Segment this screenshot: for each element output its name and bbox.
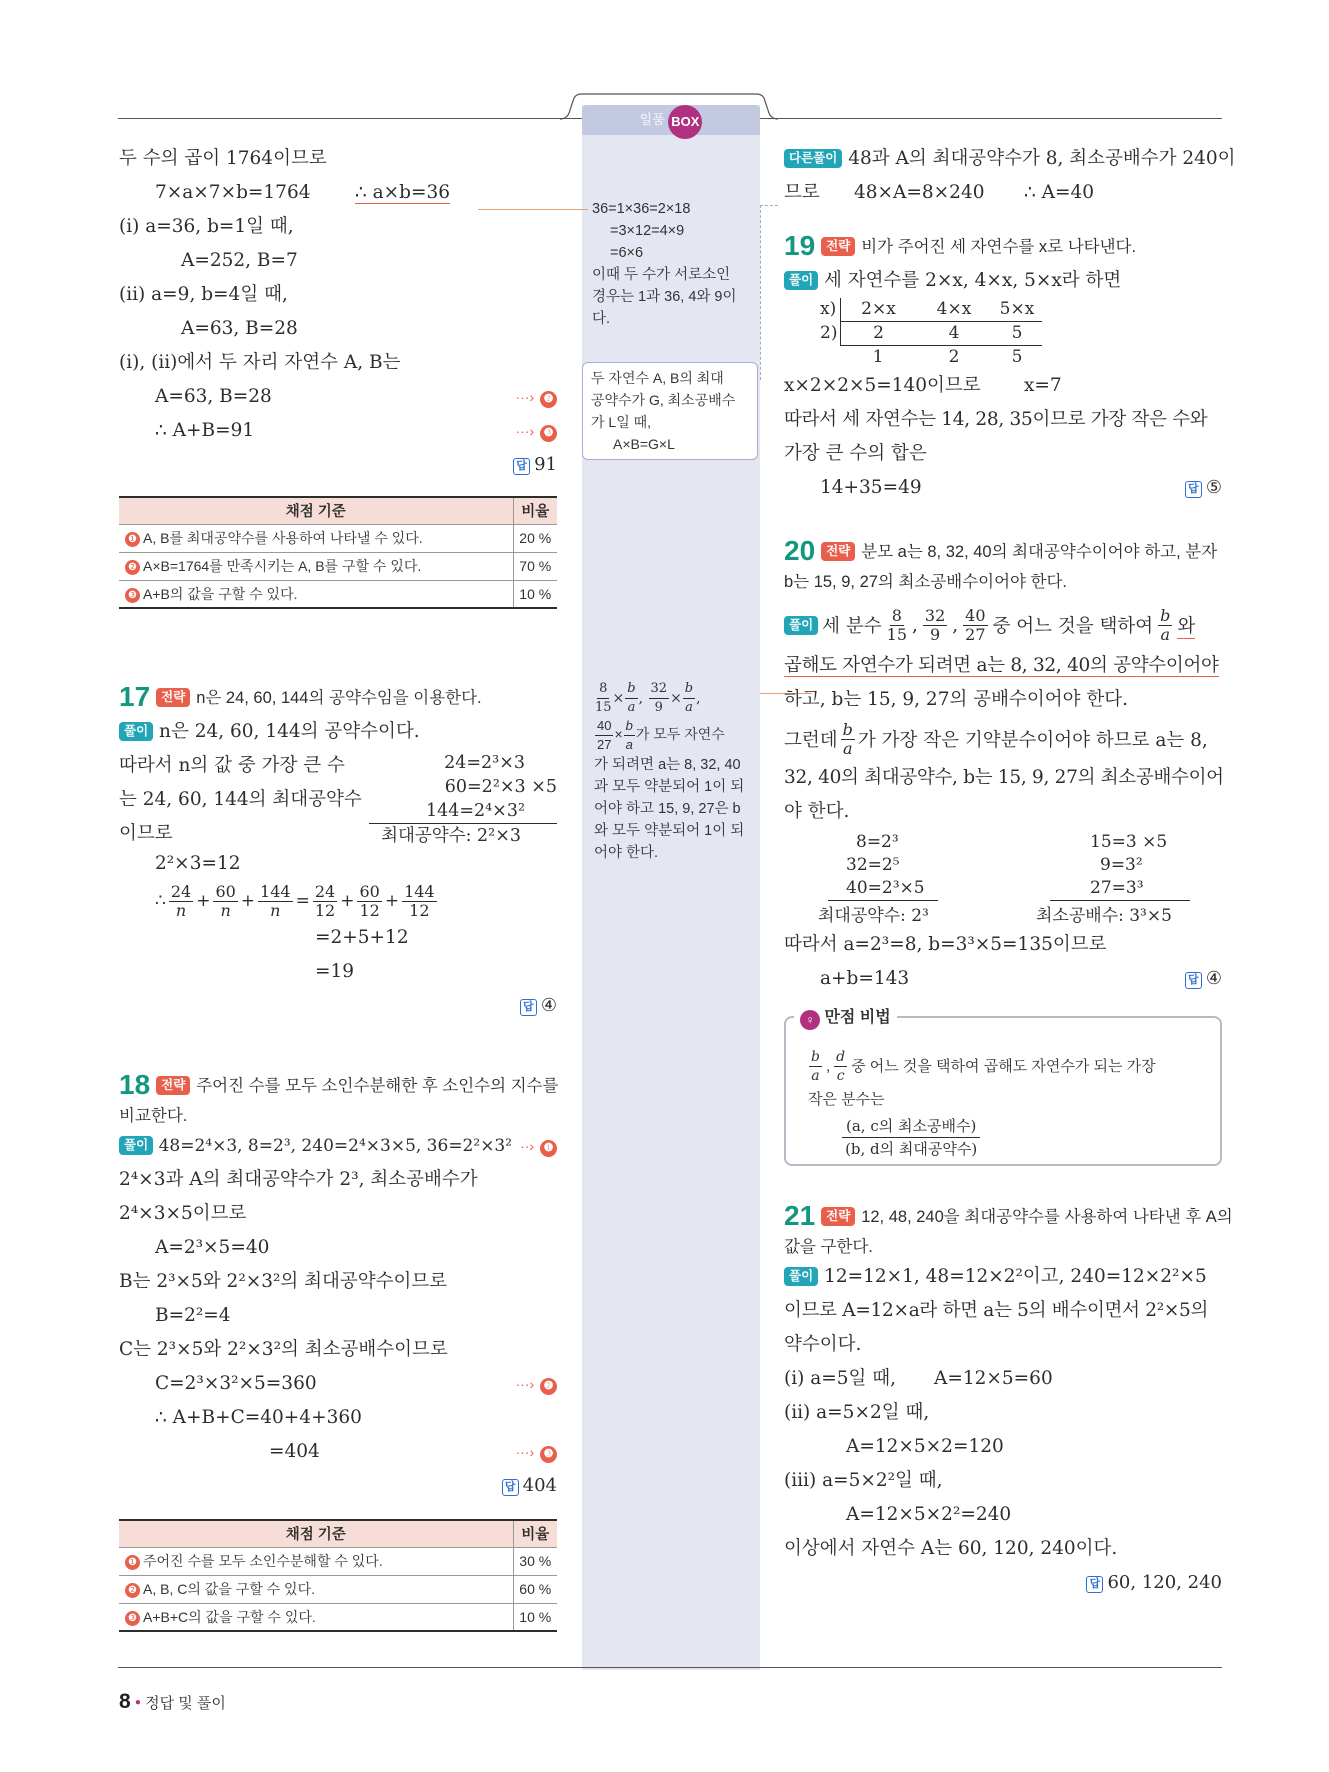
q16-case1: (ⅰ) a=36, b=1일 때, xyxy=(119,216,294,237)
q21-case2: (ⅱ) a=5×2일 때, xyxy=(784,1402,930,1423)
q20-line: 하고, b는 15, 9, 27의 공배수이어야 한다. xyxy=(784,689,1128,710)
q20-line: 곱해도 자연수가 되려면 a는 8, 32, 40의 공약수이어야 xyxy=(784,655,1219,676)
answer-icon: 답 xyxy=(513,458,530,475)
q16-case2-result: A=63, B=28 xyxy=(181,318,298,339)
lightbulb-icon: ♀ xyxy=(800,1010,820,1030)
footer-dot: ● xyxy=(134,1697,141,1708)
footer-title: 정답 및 풀이 xyxy=(145,1695,226,1712)
q21-conclusion: 이상에서 자연수 A는 60, 120, 240이다. xyxy=(784,1538,1118,1559)
answer-label: 답 ④ xyxy=(520,989,557,1023)
q20-sum-row: a+b=143 답 ④ xyxy=(784,962,1222,996)
q17-fraction-sum: ∴ 24 n + 60 n + 144 n = 24 12 + 60 12 + 144 12 xyxy=(155,881,435,920)
q20-line: 32, 40의 최대공약수, b는 15, 9, 27의 최소공배수이어 xyxy=(784,767,1224,788)
q17-gcd: 2²×3=12 xyxy=(155,853,241,874)
q18-line: 2⁴×3×5이므로 xyxy=(119,1203,247,1224)
q18-b: B=2²=4 xyxy=(155,1305,231,1326)
q18-sum-result: =404 ···› ❸ xyxy=(119,1435,557,1469)
right-column xyxy=(784,142,1236,1600)
q20-heading: 20 전략 분모 a는 8, 32, 40의 최대공약수이어야 하고, 분자 xyxy=(784,535,1218,566)
q20-factorization: 8=2³ 32=2⁵ 40=2³×5 최대공약수: 2³ 15=3 ×5 9=3² 27=3³ 최소공배수: 3³×5 xyxy=(784,831,1222,928)
q17-answer-row xyxy=(119,989,557,1023)
q21-case3-result: A=12×5×2²=240 xyxy=(846,1504,1012,1525)
alt-solution: 다른풀이 48과 A의 최대공약수가 8, 최소공배수가 240이 xyxy=(784,142,1222,176)
alt-solution-eq: 므로 48×A=8×240 ∴ A=40 xyxy=(784,182,1095,203)
q21-line: 풀이 12=12×1, 48=12×2²이고, 240=12×2²×5 xyxy=(784,1260,1222,1294)
box-header xyxy=(582,105,760,135)
answer-label: 답 404 xyxy=(502,1469,557,1503)
q20-fractions: 풀이 세 분수 8 15 , 32 9 , 40 27 중 어느 것을 택하여 b a 와 xyxy=(784,601,1222,649)
q16-case1-result: A=252, B=7 xyxy=(181,250,298,271)
answer-label: 답 91 xyxy=(513,448,557,482)
q21-case2-result: A=12×5×2=120 xyxy=(846,1436,1004,1457)
score-marker-3: ···› ❸ xyxy=(515,1435,557,1469)
middle-column-bg xyxy=(582,105,760,1670)
connector-line xyxy=(760,205,778,206)
q20-line: 따라서 a=2³=8, b=3³×5=135이므로 xyxy=(784,934,1107,955)
table-row: ❸ A+B+C의 값을 구할 수 있다. 10 % xyxy=(119,1603,557,1631)
q18-c: C=2³×3²×5=360 ···› ❷ xyxy=(119,1367,557,1401)
tip-formula: (a, c의 최소공배수) (b, d의 최대공약수) xyxy=(842,1115,980,1160)
q16-line: 두 수의 곱이 1764이므로 xyxy=(119,148,327,169)
q18-answer-row xyxy=(119,1469,557,1503)
q18-heading: 18 전략 주어진 수를 모두 소인수분해한 후 소인수의 지수를 xyxy=(119,1069,559,1100)
q21-line: 약수이다. xyxy=(784,1334,862,1355)
q18-line: 2⁴×3과 A의 최대공약수가 2³, 최소공배수가 xyxy=(119,1169,478,1190)
side-note-2: 두 자연수 A, B의 최대 공약수가 G, 최소공배수 가 L일 때, A×B=G×L xyxy=(582,362,758,460)
q19-division: x) 2×x 4×x 5×x 2) 2 4 5 1 2 5 xyxy=(784,298,1222,369)
table-row: ❷ A×B=1764를 만족시키는 A, B를 구할 수 있다. 70 % xyxy=(119,552,557,580)
q19-sum-row: 14+35=49 답 ⑤ xyxy=(784,471,1222,505)
q19-eq: x×2×2×5=140이므로 x=7 xyxy=(784,375,1062,396)
q18-title-cont: 비교한다. xyxy=(119,1107,188,1125)
box-prefix: 일품 xyxy=(639,112,665,127)
q17-step: =2+5+12 xyxy=(315,927,409,948)
page-number: 8 xyxy=(119,1690,131,1713)
q21-line: 이므로 A=12×a라 하면 a는 5의 배수이면서 2²×5의 xyxy=(784,1300,1209,1321)
q16-eq: 7×a×7×b=1764 ∴ a×b=36 xyxy=(155,182,451,203)
q17-factorization: 24=2³×3 60=2²×3 ×5 144=2⁴×3² 최대공약수: 2²×3 xyxy=(369,751,557,848)
bottom-rule xyxy=(118,1667,1222,1668)
q17-solution-line: 풀이 n은 24, 60, 144의 공약수이다. xyxy=(119,715,557,749)
q16-ab-values: A=63, B=28 ···› ❷ xyxy=(119,380,557,414)
q19-setup: 풀이 세 자연수를 2×x, 4×x, 5×x라 하면 xyxy=(784,264,1222,298)
side-note-1: 36=1×36=2×18 =3×12=4×9 =6×6 이때 두 수가 서로소인 경우는 1과 36, 4와 9이 다. xyxy=(592,201,737,327)
score-marker-3: ···› ❸ xyxy=(515,414,557,448)
footer xyxy=(119,1690,226,1716)
q21-title-cont: 값을 구한다. xyxy=(784,1238,873,1256)
q19-line: 따라서 세 자연수는 14, 28, 35이므로 가장 작은 수와 xyxy=(784,409,1208,430)
q16-ab-underlined: ∴ a×b=36 xyxy=(355,182,451,203)
table-row: ❷ A, B, C의 값을 구할 수 있다. 60 % xyxy=(119,1575,557,1603)
answer-icon: 답 xyxy=(520,999,537,1016)
q18-line: C는 2³×5와 2²×3²의 최소공배수이므로 xyxy=(119,1339,448,1360)
q20-line: 야 한다. xyxy=(784,801,850,822)
q21-case1: (ⅰ) a=5일 때, A=12×5=60 xyxy=(784,1368,1053,1389)
answer-label: 답 60, 120, 240 xyxy=(1086,1566,1222,1600)
score-marker-1: ··› ❶ xyxy=(520,1129,557,1163)
left-column xyxy=(119,142,557,1632)
rubric-table-18: 채점 기준 비율 ❶ 주어진 수를 모두 소인수분해할 수 있다. 30 % ❷ A, B, C의 값을 구할 수 있다. 60 % ❸ A+B+C의 값을 구할 수 있다. 10 % xyxy=(119,1519,557,1632)
q21-answer-row xyxy=(784,1566,1222,1600)
score-marker-2: ···› ❷ xyxy=(515,1367,557,1401)
q18-sum: ∴ A+B+C=40+4+360 xyxy=(155,1407,362,1428)
q17-result: =19 xyxy=(315,961,355,982)
q18-factorization: 풀이 48=2⁴×3, 8=2³, 240=2⁴×3×5, 36=2²×3² ··› ❶ xyxy=(119,1129,557,1163)
q16-conclusion: (ⅰ), (ⅱ)에서 두 자리 자연수 A, B는 xyxy=(119,352,401,373)
q20-title-cont: b는 15, 9, 27의 최소공배수이어야 한다. xyxy=(784,573,1068,591)
answer-label: 답 ⑤ xyxy=(1185,471,1222,505)
side-note-3: $\frac{8}{15}$ × $\frac{b}{a}$ , $\frac{32}{9}$ × $\frac{b}{a}$ , $\frac{40}{27}$ × $\frac{b}{a}$ 가 모두 자연수 가 되려면 a는 8, 32, 40 과 모두 약분되어 1이 되 어야 하고 15, 9, 27은 b 와 모두 약분되어 1이 되 어야 한다. xyxy=(582,680,760,864)
q18-a: A=2³×5=40 xyxy=(155,1237,270,1258)
q19-line: 가장 큰 수의 합은 xyxy=(784,443,927,464)
answer-icon: 답 xyxy=(1185,972,1202,989)
table-row: ❶ A, B를 최대공약수를 사용하여 나타낼 수 있다. 20 % xyxy=(119,524,557,552)
side-fractions: $\frac{8}{15}$ × $\frac{b}{a}$ , $\frac{32}{9}$ × $\frac{b}{a}$ , xyxy=(595,681,701,715)
tip-title: ♀ 만점 비법 xyxy=(794,1004,897,1030)
q21-heading: 21 전략 12, 48, 240을 최대공약수를 사용하여 나타낸 후 A의 xyxy=(784,1200,1233,1231)
connector-line xyxy=(760,205,761,380)
q19-heading: 19 전략 비가 주어진 세 자연수를 x로 나타낸다. xyxy=(784,230,1137,261)
q21-case3: (ⅲ) a=5×2²일 때, xyxy=(784,1470,943,1491)
box-label: BOX xyxy=(668,105,702,139)
q18-line: B는 2³×5와 2²×3²의 최대공약수이므로 xyxy=(119,1271,448,1292)
tip-box: ♀ 만점 비법 b a , d c 중 어느 것을 택하여 곱해도 자연수가 되는 가장 작은 분수는 (a, c의 최소공배수) (b, d의 최대공약수) xyxy=(784,1016,1222,1166)
q20-line: 그런데 b a 가 가장 작은 기약분수이어야 하므로 a는 8, xyxy=(784,719,1208,758)
q16-case2: (ⅱ) a=9, b=4일 때, xyxy=(119,284,288,305)
table-row: ❶ 주어진 수를 모두 소인수분해할 수 있다. 30 % xyxy=(119,1547,557,1575)
answer-icon: 답 xyxy=(1185,481,1202,498)
q16-sum: ∴ A+B=91 ···› ❸ xyxy=(119,414,557,448)
rubric-table-16: 채점 기준 비율 ❶ A, B를 최대공약수를 사용하여 나타낼 수 있다. 20 % ❷ A×B=1764를 만족시키는 A, B를 구할 수 있다. 70 % ❸ A+B의 값을 구할 수 있다. 10 % xyxy=(119,496,557,609)
q17-heading: 17 전략 n은 24, 60, 144의 공약수임을 이용한다. xyxy=(119,681,482,712)
table-row: ❸ A+B의 값을 구할 수 있다. 10 % xyxy=(119,580,557,608)
score-marker-2: ···› ❷ xyxy=(515,380,557,414)
answer-icon: 답 xyxy=(1086,1576,1103,1593)
answer-icon: 답 xyxy=(502,1479,519,1496)
q17-body: 따라서 n의 값 중 가장 큰 수 는 24, 60, 144의 최대공약수 이므로 24=2³×3 60=2²×3 ×5 144=2⁴×3² 최대공약수: 2²×3 xyxy=(119,753,557,846)
q16-answer-row xyxy=(119,448,557,482)
connector-line xyxy=(478,209,588,210)
answer-label: 답 ④ xyxy=(1185,962,1222,996)
